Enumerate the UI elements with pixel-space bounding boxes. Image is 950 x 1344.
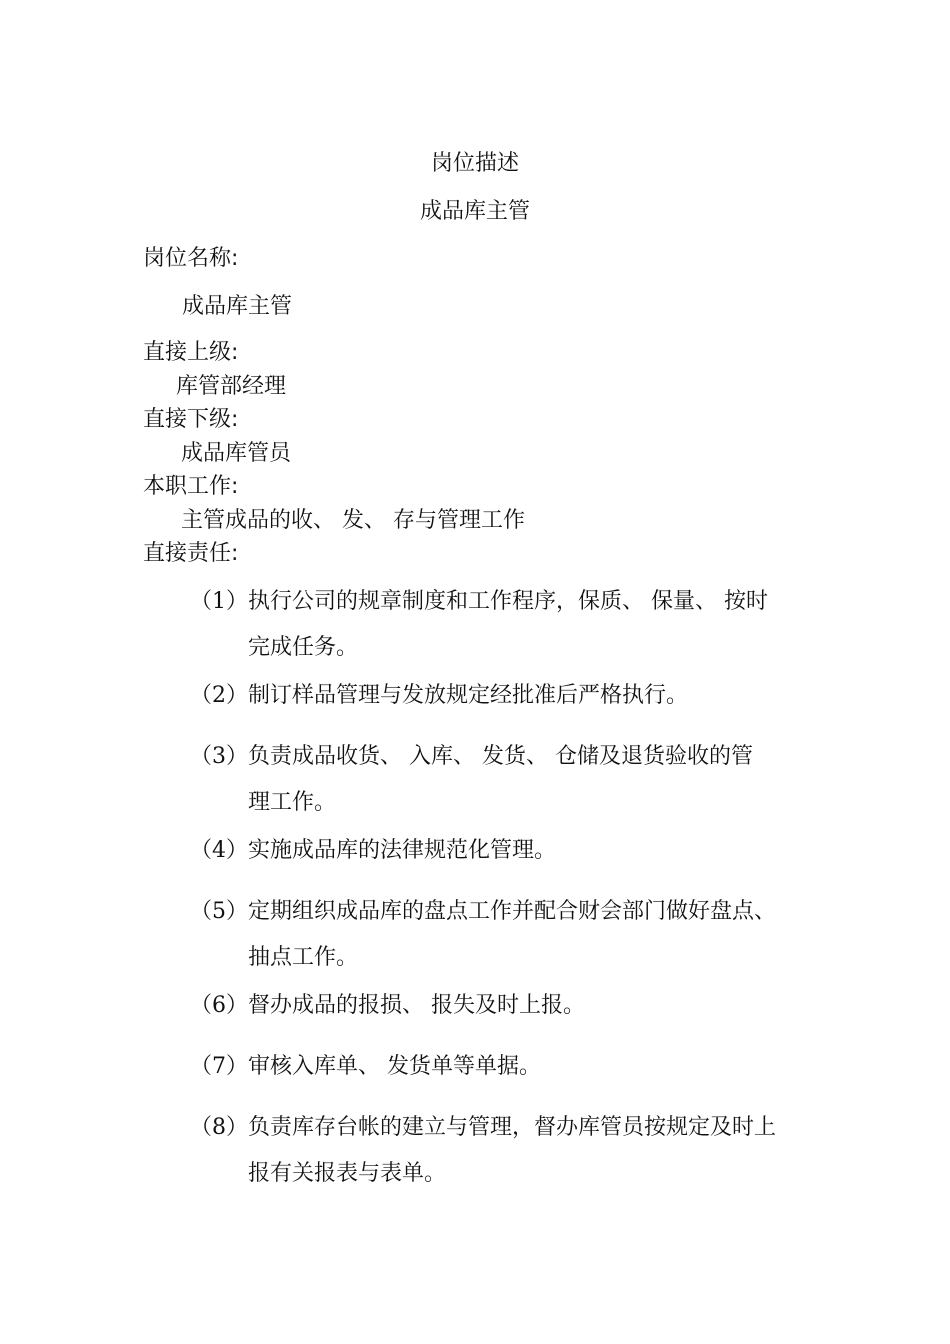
- direct-duties-label: 直接责任:: [143, 541, 239, 566]
- duty-text-line: 督办成品的报损、 报失及时上报。: [248, 993, 585, 1018]
- duty-number: （5）: [190, 899, 248, 924]
- direct-superior-value: 库管部经理: [176, 374, 287, 399]
- duty-text-line: 完成任务。: [248, 635, 359, 660]
- duty-text-line: 定期组织成品库的盘点工作并配合财会部门做好盘点、: [248, 899, 777, 924]
- duty-text-line: 报有关报表与表单。: [248, 1161, 447, 1186]
- direct-superior-label: 直接上级:: [143, 340, 239, 365]
- main-job-value: 主管成品的收、 发、 存与管理工作: [181, 508, 525, 533]
- duty-number: （2）: [190, 683, 248, 708]
- page-subtitle: 成品库主管: [419, 199, 530, 224]
- page-title: 岗位描述: [430, 151, 519, 176]
- duty-text-line: 负责库存台帐的建立与管理，督办库管员按规定及时上: [248, 1115, 777, 1140]
- duty-text-line: 抽点工作。: [248, 945, 359, 970]
- position-name-label: 岗位名称:: [143, 246, 239, 271]
- duty-text-line: 理工作。: [248, 790, 337, 815]
- direct-subordinate-label: 直接下级:: [143, 407, 239, 432]
- duty-text-line: 实施成品库的法律规范化管理。: [248, 838, 557, 863]
- position-name-value: 成品库主管: [182, 294, 293, 319]
- duty-text-line: 负责成品收货、 入库、 发货、 仓储及退货验收的管: [248, 744, 753, 769]
- duty-text-line: 审核入库单、 发货单等单据。: [248, 1054, 541, 1079]
- duty-text-line: 执行公司的规章制度和工作程序，保质、 保量、 按时: [248, 589, 768, 614]
- duty-number: （1）: [190, 589, 248, 614]
- duty-number: （7）: [190, 1054, 248, 1079]
- main-job-label: 本职工作:: [143, 474, 239, 499]
- duty-number: （3）: [190, 744, 248, 769]
- duty-number: （6）: [190, 993, 248, 1018]
- duty-number: （8）: [190, 1115, 248, 1140]
- duty-number: （4）: [190, 838, 248, 863]
- direct-subordinate-value: 成品库管员: [181, 441, 292, 466]
- duty-text-line: 制订样品管理与发放规定经批准后严格执行。: [248, 683, 689, 708]
